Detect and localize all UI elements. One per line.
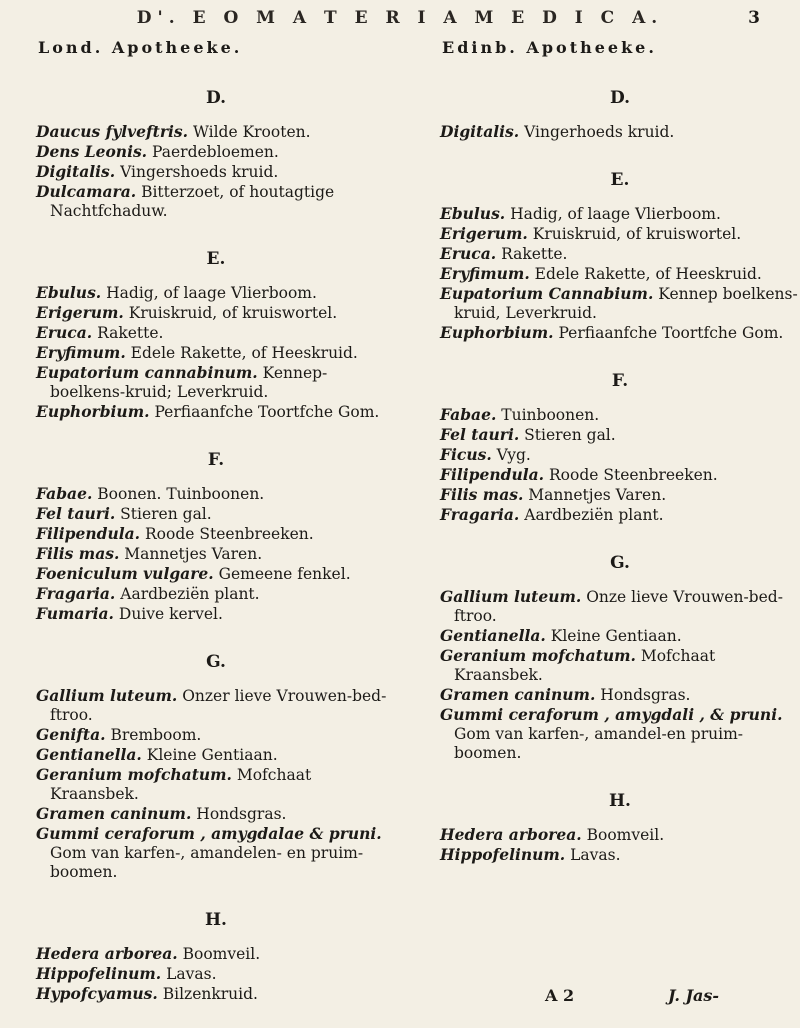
entry-dutch-name: Kleine Gentiaan. [146,746,278,764]
entry-latin-name: Hedera arborea. [440,825,582,844]
entry-dutch-name: Mannetjes Varen. [528,486,667,504]
entry-latin-name: Fabae. [36,484,93,503]
entry-latin-name: Gallium luteum. [36,686,178,705]
entry-latin-name: Foeniculum vulgare. [36,564,214,583]
entry-dutch-name: Bitterzoet, of houtagtige Nachtfchaduw. [50,183,335,220]
entry-dutch-name: Mofchaat Kraansbek. [454,647,716,684]
entry-latin-name: Eryfimum. [440,264,530,283]
entry-latin-name: Fel tauri. [36,504,116,523]
entry [440,685,800,705]
entry-dutch-name: Stieren gal. [120,505,212,523]
entry-latin-name: Eryfimum. [36,343,126,362]
entry-dutch-name: Gom van karfen-, amandel-en pruim-boomen. [454,725,744,762]
entry-latin-name: Gentianella. [440,626,546,645]
entry [36,303,396,323]
entry-dutch-name: Aardbeziën plant. [524,506,664,524]
entry-dutch-name: Mannetjes Varen. [124,545,263,563]
entry [36,323,396,343]
entry-latin-name: Gummi ceraforum , amygdali , & pruni. [440,705,783,724]
entry [440,224,800,244]
entry-latin-name: Ficus. [440,445,492,464]
entry [36,402,396,422]
entry [36,944,396,964]
entry [440,646,800,685]
entry-dutch-name: Hondsgras. [600,686,691,704]
section-h [440,791,800,865]
entry-latin-name: Hippofelinum. [36,964,162,983]
entry-dutch-name: Edele Rakette, of Heeskruid. [130,344,358,362]
entry [36,584,396,604]
entry [36,564,396,584]
entry [440,323,800,343]
section-g [440,553,800,763]
section-letter: G. [610,553,630,573]
entry-dutch-name: Onzer lieve Vrouwen-bed-ftroo. [50,687,387,724]
entry-dutch-name: Roode Steenbreeken. [549,466,718,484]
signature-mark: A 2 [545,986,575,1005]
column-heading-london: Lond. Apotheeke. [38,38,243,57]
entry-dutch-name: Paerdebloemen. [152,143,279,161]
entry-latin-name: Fragaria. [36,584,116,603]
entry-dutch-name: Lavas. [166,965,217,983]
section-letter: H. [609,791,631,811]
section-d [440,88,800,142]
entry-dutch-name: Boomveil. [182,945,261,963]
section-letter: F. [207,450,225,470]
entry-dutch-name: Boonen. Tuinboonen. [97,485,265,503]
entry [440,122,800,142]
entry [36,484,396,504]
entry-dutch-name: Aardbeziën plant. [120,585,260,603]
entry-latin-name: Fragaria. [440,505,520,524]
section-g [36,652,396,882]
entry-latin-name: Geranium mofchatum. [440,646,636,665]
entry-latin-name: Daucus fylveftris. [36,122,189,141]
section-letter: D. [609,88,631,108]
entry-latin-name: Gentianella. [36,745,142,764]
entry-latin-name: Erigerum. [36,303,124,322]
section-letter: G. [206,652,226,672]
entry-latin-name: Eruca. [36,323,93,342]
entry [36,604,396,624]
entry-dutch-name: Roode Steenbreeken. [145,525,314,543]
entry-latin-name: Ebulus. [36,283,102,302]
entry-latin-name: Erigerum. [440,224,528,243]
entry [36,182,396,221]
entry-latin-name: Euphorbium. [36,402,150,421]
entry-latin-name: Gramen caninum. [440,685,596,704]
entry [440,405,800,425]
entry-dutch-name: Hadig, of laage Vlierboom. [510,205,721,223]
column-heading-edinburgh: Edinb. Apotheeke. [442,38,657,57]
entry [36,804,396,824]
entry-dutch-name: Perfiaanfche Toortfche Gom. [154,403,380,421]
section-e [36,249,396,422]
entry-dutch-name: Rakette. [501,245,568,263]
entry [36,984,396,1004]
entry-latin-name: Digitalis. [36,162,116,181]
column-edinburgh [440,60,800,875]
entry-dutch-name: Bilzenkruid. [162,985,258,1003]
entry-dutch-name: Vingershoeds kruid. [120,163,279,181]
section-letter: F. [611,371,629,391]
entry-dutch-name: Stieren gal. [524,426,616,444]
entry-dutch-name: Rakette. [97,324,164,342]
entry-latin-name: Digitalis. [440,122,520,141]
entry-dutch-name: Duive kervel. [118,605,223,623]
entry-latin-name: Fabae. [440,405,497,424]
entry [440,626,800,646]
entry-latin-name: Gallium luteum. [440,587,582,606]
entry-dutch-name: Kruiskruid, of kruiswortel. [128,304,338,322]
entry-latin-name: Filipendula. [440,465,545,484]
entry-dutch-name: Kruiskruid, of kruiswortel. [532,225,742,243]
running-head: D'. E O M A T E R I A M E D I C A. [136,8,664,28]
entry-latin-name: Geranium mofchatum. [36,765,232,784]
entry [440,204,800,224]
entry-latin-name: Ebulus. [440,204,506,223]
entry [440,485,800,505]
entry-latin-name: Dens Leonis. [36,142,148,161]
entry-latin-name: Gummi ceraforum , amygdalae & pruni. [36,824,382,843]
entry-latin-name: Hypofcyamus. [36,984,158,1003]
entry [36,824,396,882]
section-h [36,910,396,1004]
entry [440,264,800,284]
entry-dutch-name: Gom van karfen-, amandelen- en pruim-boomen. [50,844,364,881]
entry [36,142,396,162]
entry [36,765,396,804]
catchword: J. Jas- [668,986,720,1005]
entry-dutch-name: Hondsgras. [196,805,287,823]
section-d [36,88,396,221]
entry-latin-name: Eupatorium Cannabium. [440,284,654,303]
entry [36,162,396,182]
entry [440,587,800,626]
entry-latin-name: Hippofelinum. [440,845,566,864]
section-f [440,371,800,525]
entry-dutch-name: Kennep-boelkens-kruid; Leverkruid. [50,364,328,401]
entry-dutch-name: Edele Rakette, of Heeskruid. [534,265,762,283]
entry-latin-name: Gramen caninum. [36,804,192,823]
entry-dutch-name: Lavas. [570,846,621,864]
entry [440,505,800,525]
entry-latin-name: Dulcamara. [36,182,137,201]
entry-dutch-name: Kennep boelkens-kruid, Leverkruid. [454,285,798,322]
section-letter: D. [205,88,227,108]
entry-latin-name: Eupatorium cannabinum. [36,363,258,382]
entry [36,122,396,142]
entry-dutch-name: Gemeene fenkel. [218,565,351,583]
entry [36,745,396,765]
entry-latin-name: Filis mas. [36,544,120,563]
entry [440,705,800,763]
section-e [440,170,800,343]
section-f [36,450,396,624]
entry-latin-name: Euphorbium. [440,323,554,342]
entry [440,445,800,465]
page-number: 3 [748,8,760,28]
entry [36,283,396,303]
entry-dutch-name: Tuinboonen. [501,406,600,424]
entry-dutch-name: Hadig, of laage Vlierboom. [106,284,317,302]
entry-latin-name: Eruca. [440,244,497,263]
entry-dutch-name: Boomveil. [586,826,665,844]
entry [36,544,396,564]
entry [36,343,396,363]
entry [36,725,396,745]
entry-dutch-name: Bremboom. [110,726,202,744]
entry-dutch-name: Vyg. [496,446,531,464]
entry [440,845,800,865]
entry-dutch-name: Perfiaanfche Toortfche Gom. [558,324,784,342]
entry [36,686,396,725]
entry-latin-name: Filis mas. [440,485,524,504]
entry-dutch-name: Onze lieve Vrouwen-bed-ftroo. [454,588,783,625]
entry-latin-name: Genifta. [36,725,106,744]
entry [440,825,800,845]
entry [440,284,800,323]
column-london [36,60,396,1014]
entry-latin-name: Hedera arborea. [36,944,178,963]
entry-dutch-name: Wilde Krooten. [192,123,311,141]
section-letter: E. [610,170,630,190]
entry-latin-name: Fumaria. [36,604,114,623]
entry-latin-name: Fel tauri. [440,425,520,444]
entry-dutch-name: Vingerhoeds kruid. [524,123,675,141]
section-letter: H. [205,910,227,930]
entry [36,524,396,544]
entry [36,964,396,984]
entry-latin-name: Filipendula. [36,524,141,543]
entry [36,504,396,524]
entry [440,465,800,485]
entry-dutch-name: Kleine Gentiaan. [550,627,682,645]
entry-dutch-name: Mofchaat Kraansbek. [50,766,312,803]
entry [440,244,800,264]
entry [440,425,800,445]
entry [36,363,396,402]
section-letter: E. [206,249,226,269]
